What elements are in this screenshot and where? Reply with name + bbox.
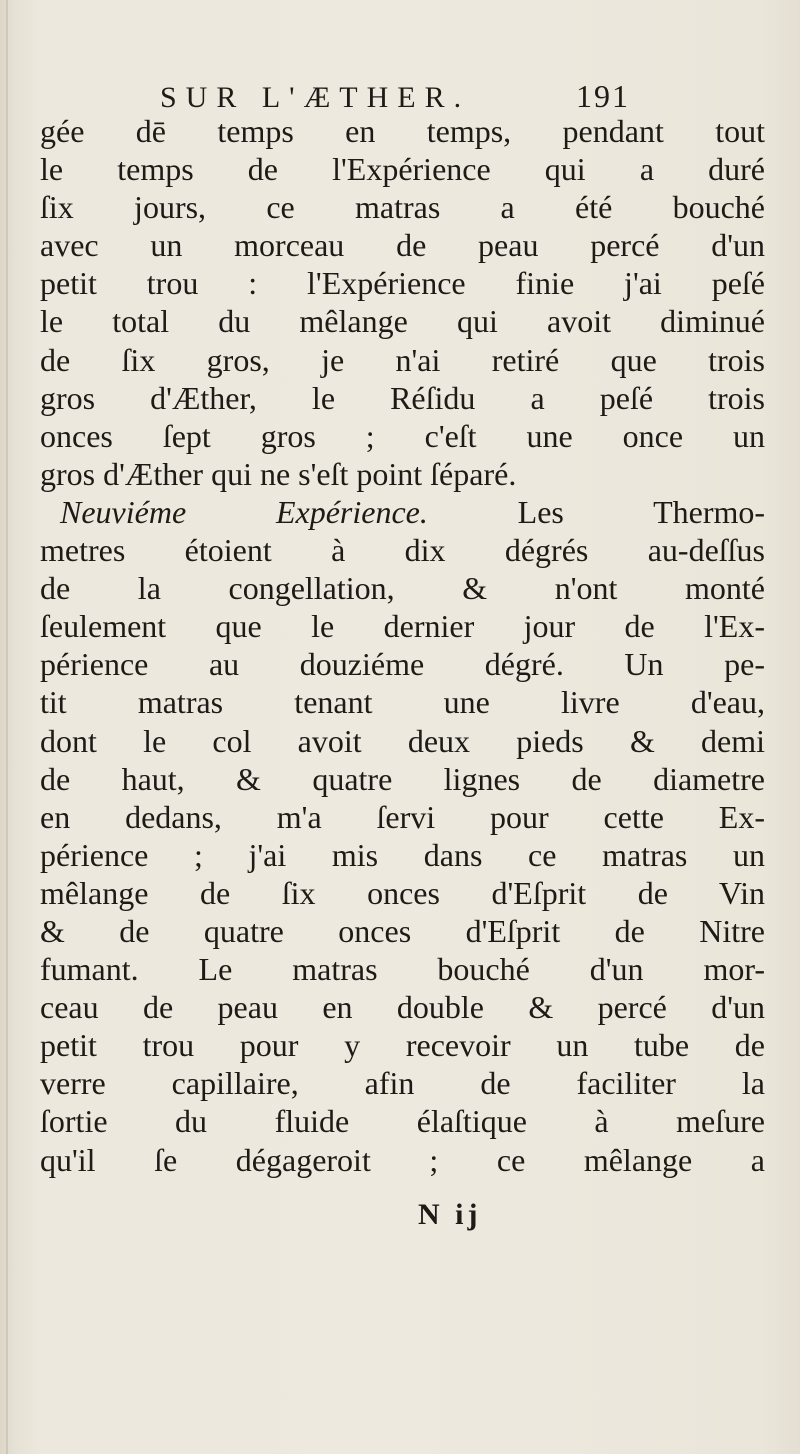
text-line: qu'il ſe dégageroit ; ce mêlange a [40, 1141, 765, 1178]
page-number: 191 [576, 78, 630, 114]
text-line: le total du mêlange qui avoit diminué [40, 303, 765, 340]
text-line: de haut, & quatre lignes de diametre [40, 760, 765, 797]
text-line: périence ; j'ai mis dans ce matras un [40, 836, 765, 873]
experiment-heading: Neuviéme Expérience. [60, 493, 428, 530]
text-line: petit trou : l'Expérience finie j'ai peſé [40, 265, 765, 302]
text-line: ſix jours, ce matras a été bouché [40, 189, 765, 226]
text-line: le temps de l'Expérience qui a duré [40, 151, 765, 188]
text-fragment: Les Thermo- [517, 493, 766, 530]
text-line: petit trou pour y recevoir un tube de [40, 1027, 765, 1064]
text-line: gée dē temps en temps, pendant tout [40, 113, 765, 149]
text-line: gros d'Æther qui ne s'eſt point ſéparé. [40, 455, 517, 492]
text-line: mêlange de ſix onces d'Eſprit de Vin [40, 874, 765, 911]
text-line: & de quatre onces d'Eſprit de Nitre [40, 912, 765, 949]
text-line: ſortie du fluide élaſtique à meſure [40, 1103, 765, 1140]
text-line: tit matras tenant une livre d'eau, [40, 684, 765, 721]
text-line: verre capillaire, afin de faciliter la [40, 1065, 765, 1102]
text-line: ceau de peau en double & percé d'un [40, 989, 765, 1026]
text-line: de ſix gros, je n'ai retiré que trois [40, 341, 765, 378]
text-line: avec un morceau de peau percé d'un [40, 227, 765, 264]
text-line: périence au douziéme dégré. Un pe- [40, 646, 765, 683]
running-title: SUR L'ÆTHER. [160, 81, 471, 114]
text-line: onces ſept gros ; c'eſt une once un [40, 417, 765, 454]
page-gutter [6, 0, 8, 1454]
signature-mark: N ij [418, 1198, 482, 1231]
text-line: gros d'Æther, le Réſidu a peſé trois [40, 379, 765, 416]
text-line: ſeulement que le dernier jour de l'Ex- [40, 608, 765, 645]
text-line: de la congellation, & n'ont monté [40, 570, 765, 607]
text-line: fumant. Le matras bouché d'un mor- [40, 951, 765, 988]
text-line: dont le col avoit deux pieds & demi [40, 722, 765, 759]
body-text [40, 112, 765, 1179]
experiment-heading-line [40, 493, 765, 531]
text-line: en dedans, m'a ſervi pour cette Ex- [40, 798, 765, 835]
text-line: metres étoient à dix dégrés au-deſſus [40, 532, 765, 569]
